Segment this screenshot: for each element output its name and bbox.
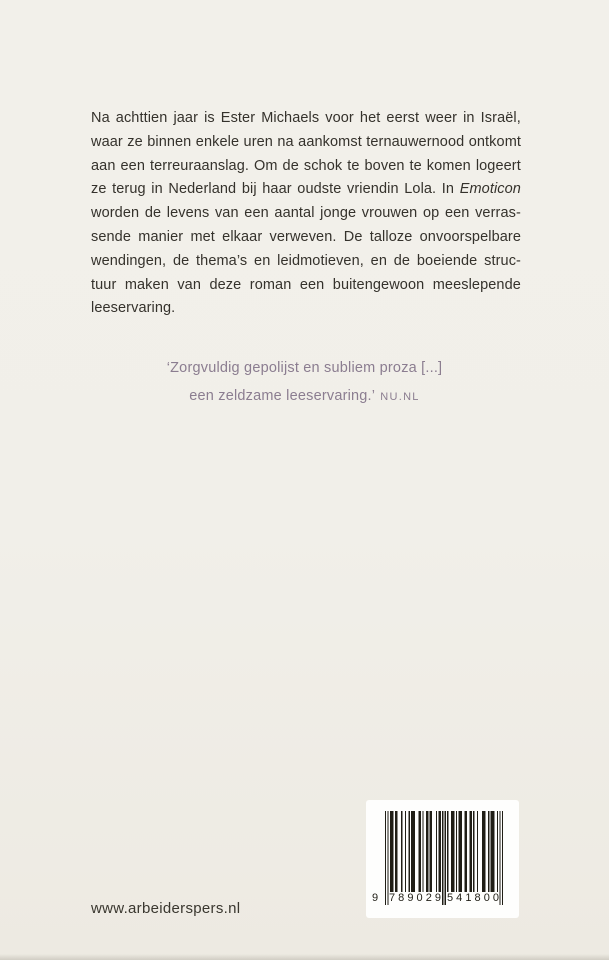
barcode-right-digits: 5 4 1 8 0 0	[447, 892, 499, 904]
blurb-text	[91, 107, 521, 321]
review-quote	[0, 355, 609, 411]
quote-line-2	[0, 383, 609, 412]
blurb-line: ze terug in Nederland bij haar oudste vriendin Lola. In Emoticon	[91, 181, 521, 198]
blurb-line: wendingen, de thema’s en leidmotieven, en de boeiende struc-	[91, 252, 521, 269]
quote-source: NU.NL	[380, 390, 420, 403]
blurb-line: waar ze binnen enkele uren na aankomst ternauwernood ontkomt	[91, 133, 521, 150]
blurb-line: sende manier met elkaar verweven. De talloze onvoorspelbare	[91, 228, 521, 245]
barcode	[372, 811, 503, 905]
barcode-left-digits: 7 8 9 0 2 9	[389, 892, 441, 904]
quote-line-2-text: een zeldzame leeservaring.’	[189, 387, 376, 404]
blurb-line: tuur maken van deze roman een buitengewoon meeslepende	[91, 276, 521, 293]
blurb-line: Na achttien jaar is Ester Michaels voor het eerst weer in Israël,	[91, 110, 521, 126]
blurb-line: aan een terreuraanslag. Om de schok te boven te komen logeert	[91, 157, 521, 174]
quote-line-1: ‘Zorgvuldig gepolijst en subliem proza [...]	[166, 360, 443, 376]
publisher-website-url: www.arbeiderspers.nl	[91, 900, 241, 917]
barcode-first-digit: 9	[372, 892, 379, 904]
barcode-panel	[366, 800, 519, 918]
blurb-line: leeservaring.	[91, 300, 176, 317]
blurb-line: worden de levens van een aantal jonge vrouwen op een verras-	[91, 205, 521, 222]
